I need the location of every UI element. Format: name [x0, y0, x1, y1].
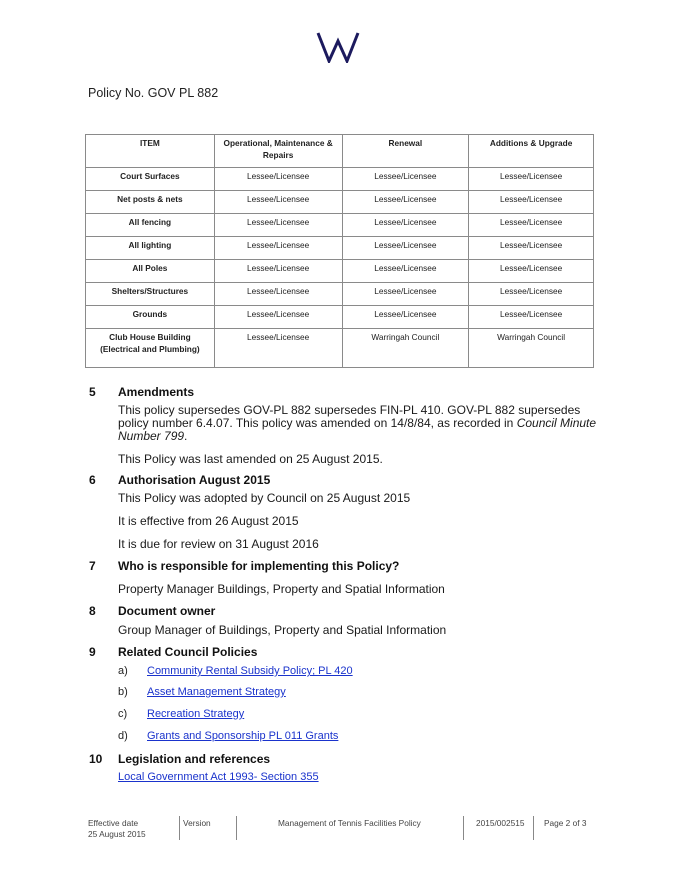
section-authorisation [89, 472, 599, 551]
section-responsible [89, 558, 599, 596]
table-cell: Lessee/Licensee [214, 283, 342, 306]
column-header: ITEM [86, 135, 215, 168]
document-number: 2015/002515 [476, 818, 525, 828]
effective-date-label: Effective date [88, 818, 139, 828]
section-heading [89, 472, 599, 488]
item-cell: Net posts & nets [86, 191, 215, 214]
table-header-row [86, 135, 594, 168]
item-cell: Club House Building (Electrical and Plumbing) [86, 329, 215, 368]
page-footer [88, 816, 598, 844]
document-title: Management of Tennis Facilities Policy [278, 818, 421, 828]
section-number: 6 [89, 473, 96, 487]
owner-text: Group Manager of Buildings, Property and Spatial Information [118, 623, 447, 637]
table-cell: Lessee/Licensee [214, 329, 342, 368]
section-title: Amendments [118, 385, 195, 399]
section-number: 9 [89, 645, 96, 659]
section-title: Legislation and references [118, 752, 271, 766]
table-row [86, 168, 594, 191]
list-letter: b) [118, 686, 128, 698]
effective-date-block [88, 818, 146, 840]
section-related-policies [89, 644, 599, 660]
list-letter: d) [118, 730, 128, 742]
table-cell: Lessee/Licensee [214, 168, 342, 191]
table-cell: Lessee/Licensee [469, 191, 594, 214]
section-title: Who is responsible for implementing this Policy? [118, 559, 400, 573]
list-letter: a) [118, 665, 128, 677]
section-heading [89, 384, 599, 400]
table-row [86, 237, 594, 260]
table-cell: Lessee/Licensee [469, 283, 594, 306]
paragraph-end: . [184, 429, 188, 443]
footer-divider [533, 816, 534, 840]
column-header: Additions & Upgrade [469, 135, 594, 168]
table-cell: Lessee/Licensee [214, 237, 342, 260]
table-cell: Lessee/Licensee [469, 168, 594, 191]
table-cell: Lessee/Licensee [342, 283, 469, 306]
paragraph-text: This policy supersedes GOV-PL 882 supersedes FIN-PL 410. GOV-PL 882 supersedes policy number 6.4.07. This policy was amended on 14/8/84, as recorded in [118, 403, 581, 430]
table-row [86, 214, 594, 237]
section-title: Related Council Policies [118, 645, 258, 659]
column-header: Renewal [342, 135, 469, 168]
related-policy-link[interactable]: Recreation Strategy [147, 708, 245, 720]
table-row [86, 260, 594, 283]
section-heading [89, 644, 599, 660]
legislation-link[interactable]: Local Government Act 1993- Section 355 [118, 771, 319, 783]
table-cell: Lessee/Licensee [214, 214, 342, 237]
section-heading [89, 751, 599, 767]
table-cell: Lessee/Licensee [342, 306, 469, 329]
table-cell: Lessee/Licensee [469, 214, 594, 237]
effective-text: It is effective from 26 August 2015 [118, 514, 299, 528]
table-row [86, 329, 594, 368]
footer-divider [179, 816, 180, 840]
section-number: 5 [89, 385, 96, 399]
policy-number: Policy No. GOV PL 882 [88, 86, 219, 100]
item-cell: Grounds [86, 306, 215, 329]
table-row [86, 283, 594, 306]
effective-date-value: 25 August 2015 [88, 829, 146, 839]
list-item [118, 665, 353, 677]
related-policy-link[interactable]: Asset Management Strategy [147, 686, 286, 698]
council-minute-ref: Council Minute Number 799 [118, 416, 597, 443]
table-cell: Lessee/Licensee [342, 237, 469, 260]
section-amendments [89, 384, 599, 466]
related-policy-link[interactable]: Grants and Sponsorship PL 011 Grants [147, 730, 339, 742]
item-cell: Shelters/Structures [86, 283, 215, 306]
section-number: 7 [89, 559, 96, 573]
item-cell: All fencing [86, 214, 215, 237]
section-number: 10 [89, 752, 103, 766]
review-text: It is due for review on 31 August 2016 [118, 537, 319, 551]
table-row [86, 306, 594, 329]
responsibility-table [85, 134, 594, 368]
table-cell: Warringah Council [469, 329, 594, 368]
item-cell: All lighting [86, 237, 215, 260]
section-document-owner [89, 603, 599, 637]
section-legislation [89, 751, 599, 784]
amendments-paragraph [118, 404, 599, 443]
table-cell: Lessee/Licensee [342, 191, 469, 214]
table-cell: Warringah Council [342, 329, 469, 368]
table-cell: Lessee/Licensee [214, 260, 342, 283]
page-number: Page 2 of 3 [544, 818, 587, 828]
table-cell: Lessee/Licensee [469, 237, 594, 260]
list-item [118, 708, 244, 720]
table-cell: Lessee/Licensee [342, 168, 469, 191]
section-title: Authorisation August 2015 [118, 473, 271, 487]
table-cell: Lessee/Licensee [342, 214, 469, 237]
table-cell: Lessee/Licensee [469, 260, 594, 283]
column-header: Operational, Maintenance & Repairs [214, 135, 342, 168]
footer-divider [463, 816, 464, 840]
table-row [86, 191, 594, 214]
warringah-logo-icon [316, 31, 360, 63]
list-letter: c) [118, 708, 128, 720]
table-cell: Lessee/Licensee [469, 306, 594, 329]
section-heading [89, 558, 599, 574]
responsible-text: Property Manager Buildings, Property and Spatial Information [118, 582, 445, 596]
related-policy-link[interactable]: Community Rental Subsidy Policy; PL 420 [147, 665, 353, 677]
table-cell: Lessee/Licensee [214, 191, 342, 214]
item-cell: Court Surfaces [86, 168, 215, 191]
item-cell: All Poles [86, 260, 215, 283]
list-item [118, 686, 286, 698]
footer-divider [236, 816, 237, 840]
last-amended-text: This Policy was last amended on 25 August 2015. [118, 452, 383, 466]
table-cell: Lessee/Licensee [214, 306, 342, 329]
table-cell: Lessee/Licensee [342, 260, 469, 283]
section-number: 8 [89, 604, 96, 618]
section-heading [89, 603, 599, 619]
list-item [118, 730, 338, 742]
version-label: Version [183, 818, 211, 828]
section-title: Document owner [118, 604, 216, 618]
adopted-text: This Policy was adopted by Council on 25 August 2015 [118, 491, 411, 505]
